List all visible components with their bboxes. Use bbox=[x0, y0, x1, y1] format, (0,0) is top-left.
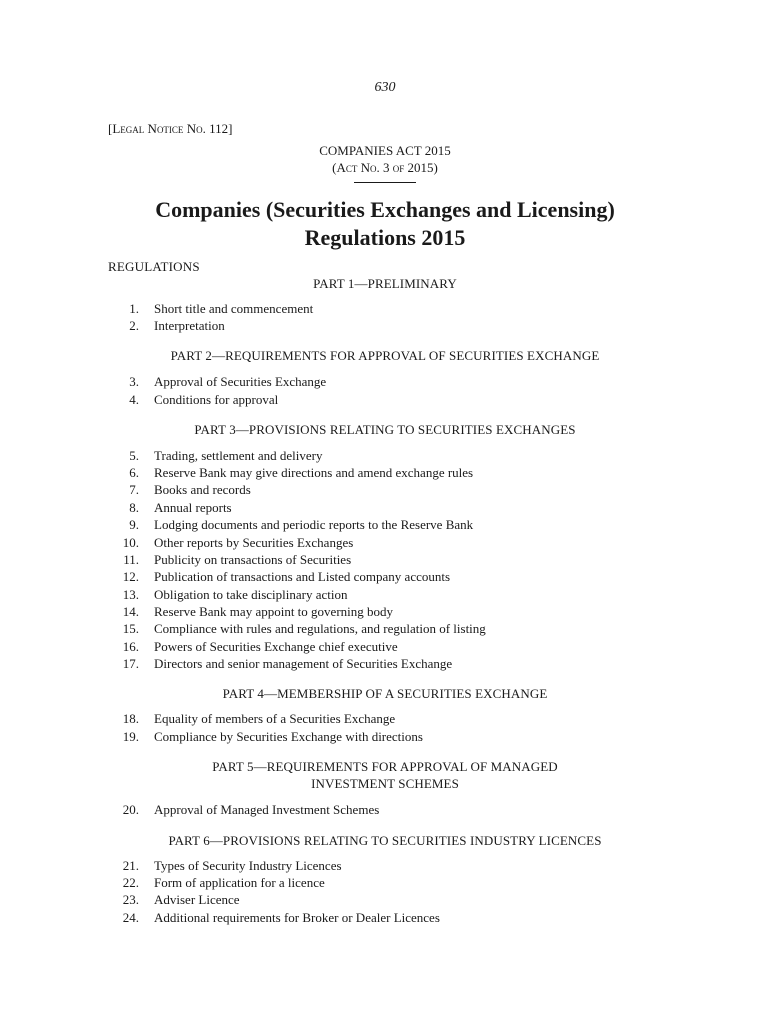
contents-entry bbox=[0, 317, 770, 334]
entry-title: Approval of Managed Investment Schemes bbox=[154, 802, 380, 817]
entry-title: Publication of transactions and Listed company accounts bbox=[154, 569, 451, 584]
entry-title: Powers of Securities Exchange chief executive bbox=[154, 639, 398, 654]
legal-notice bbox=[108, 121, 232, 137]
entry-title: Additional requirements for Broker or Dealer Licences bbox=[154, 910, 440, 925]
legal-notice-word3-rest: o. bbox=[196, 121, 206, 136]
act-sub-n-rest: o. bbox=[370, 160, 380, 175]
contents-entry bbox=[0, 516, 770, 533]
page-number: 630 bbox=[374, 80, 396, 95]
legal-notice-word3-initial: N bbox=[186, 121, 197, 136]
act-sub-a-rest: ct bbox=[345, 160, 358, 175]
act-sub-num: 3 bbox=[383, 160, 390, 175]
part-heading-line1: PART 5—REQUIREMENTS FOR APPROVAL OF MANAGED bbox=[212, 759, 558, 774]
part-heading: PART 3—PROVISIONS RELATING TO SECURITIES EXCHANGES bbox=[194, 422, 576, 437]
contents-entry bbox=[0, 586, 770, 603]
entry-title: Interpretation bbox=[154, 318, 225, 333]
contents-entry bbox=[0, 391, 770, 408]
entry-number: 3. bbox=[129, 374, 139, 389]
entry-number: 24. bbox=[122, 910, 139, 925]
entry-title: Compliance by Securities Exchange with directions bbox=[154, 729, 423, 744]
entry-title: Conditions for approval bbox=[154, 392, 279, 407]
entry-number: 9. bbox=[129, 517, 139, 532]
entry-number: 18. bbox=[122, 711, 139, 726]
entry-title: Publicity on transactions of Securities bbox=[154, 552, 352, 567]
entry-title: Annual reports bbox=[154, 500, 232, 515]
contents-entry bbox=[0, 447, 770, 464]
entry-number: 4. bbox=[129, 392, 139, 407]
entry-number: 14. bbox=[122, 604, 139, 619]
act-sub-n-initial: N bbox=[360, 160, 371, 175]
entry-title: Compliance with rules and regulations, and regulation of listing bbox=[154, 621, 486, 636]
entry-title: Obligation to take disciplinary action bbox=[154, 587, 348, 602]
entry-number: 16. bbox=[122, 639, 139, 654]
act-block bbox=[0, 142, 770, 183]
entry-number: 12. bbox=[122, 569, 139, 584]
part-heading bbox=[90, 758, 680, 792]
contents-entry bbox=[0, 534, 770, 551]
contents-entry bbox=[0, 373, 770, 390]
entry-title: Form of application for a licence bbox=[154, 875, 325, 890]
contents-entry bbox=[0, 638, 770, 655]
entry-number: 20. bbox=[122, 802, 139, 817]
regulations-label: REGULATIONS bbox=[108, 259, 200, 274]
contents-entry bbox=[0, 728, 770, 745]
contents-entry bbox=[0, 857, 770, 874]
entry-number: 15. bbox=[122, 621, 139, 636]
contents-entry bbox=[0, 891, 770, 908]
contents-entry bbox=[0, 801, 770, 818]
contents-entry bbox=[0, 568, 770, 585]
act-sub-a-initial: A bbox=[336, 160, 346, 175]
contents-entry bbox=[0, 603, 770, 620]
entry-number: 21. bbox=[122, 858, 139, 873]
entry-number: 19. bbox=[122, 729, 139, 744]
contents-entry bbox=[0, 300, 770, 317]
entry-number: 6. bbox=[129, 465, 139, 480]
entry-number: 5. bbox=[129, 448, 139, 463]
act-sub-of: of bbox=[392, 160, 405, 175]
contents-entry bbox=[0, 710, 770, 727]
entry-title: Types of Security Industry Licences bbox=[154, 858, 342, 873]
entry-title: Lodging documents and periodic reports to the Reserve Bank bbox=[154, 517, 474, 532]
contents-entry bbox=[0, 464, 770, 481]
entry-number: 17. bbox=[122, 656, 139, 671]
part-heading: PART 2—REQUIREMENTS FOR APPROVAL OF SECURITIES EXCHANGE bbox=[170, 348, 600, 363]
regulations-title-line1: Companies (Securities Exchanges and Licensing) bbox=[155, 197, 615, 222]
part-heading: PART 6—PROVISIONS RELATING TO SECURITIES INDUSTRY LICENCES bbox=[168, 833, 602, 848]
entry-title: Reserve Bank may appoint to governing body bbox=[154, 604, 394, 619]
entry-title: Equality of members of a Securities Exchange bbox=[154, 711, 396, 726]
contents-entry bbox=[0, 499, 770, 516]
entry-number: 23. bbox=[122, 892, 139, 907]
legal-notice-open: [ bbox=[108, 121, 113, 136]
contents-entry bbox=[0, 551, 770, 568]
act-sub-year: 2015) bbox=[407, 160, 438, 175]
act-sub-open: ( bbox=[332, 160, 337, 175]
entry-title: Books and records bbox=[154, 482, 251, 497]
contents-entry bbox=[0, 655, 770, 672]
entry-number: 10. bbox=[122, 535, 139, 550]
entry-title: Adviser Licence bbox=[154, 892, 240, 907]
entry-title: Trading, settlement and delivery bbox=[154, 448, 323, 463]
entry-number: 1. bbox=[129, 301, 139, 316]
act-divider bbox=[354, 182, 416, 183]
entry-number: 22. bbox=[122, 875, 139, 890]
entry-title: Reserve Bank may give directions and amend exchange rules bbox=[154, 465, 474, 480]
part-heading: PART 4—MEMBERSHIP OF A SECURITIES EXCHANGE bbox=[222, 686, 548, 701]
entry-title: Short title and commencement bbox=[154, 301, 314, 316]
contents-entry bbox=[0, 620, 770, 637]
entry-number: 8. bbox=[129, 500, 139, 515]
contents-entry bbox=[0, 481, 770, 498]
regulations-title-line2: Regulations 2015 bbox=[304, 225, 466, 250]
entry-number: 11. bbox=[123, 552, 139, 567]
act-subtitle bbox=[0, 159, 770, 176]
legal-notice-word1-initial: L bbox=[112, 121, 121, 136]
regulations-title bbox=[60, 196, 710, 252]
legal-notice-word1-rest: egal bbox=[120, 121, 145, 136]
entry-title: Directors and senior management of Securities Exchange bbox=[154, 656, 453, 671]
act-title: COMPANIES ACT 2015 bbox=[319, 143, 451, 158]
contents-entry bbox=[0, 874, 770, 891]
part-heading-line2: INVESTMENT SCHEMES bbox=[311, 776, 459, 791]
entry-number: 2. bbox=[129, 318, 139, 333]
part-heading: PART 1—PRELIMINARY bbox=[313, 276, 457, 291]
legal-notice-number: 112] bbox=[209, 121, 233, 136]
entry-number: 13. bbox=[122, 587, 139, 602]
entry-title: Other reports by Securities Exchanges bbox=[154, 535, 354, 550]
entry-title: Approval of Securities Exchange bbox=[154, 374, 327, 389]
legal-notice-word2-initial: N bbox=[147, 121, 157, 136]
contents-entry bbox=[0, 909, 770, 926]
legal-notice-word2-rest: otice bbox=[156, 121, 184, 136]
entry-number: 7. bbox=[129, 482, 139, 497]
